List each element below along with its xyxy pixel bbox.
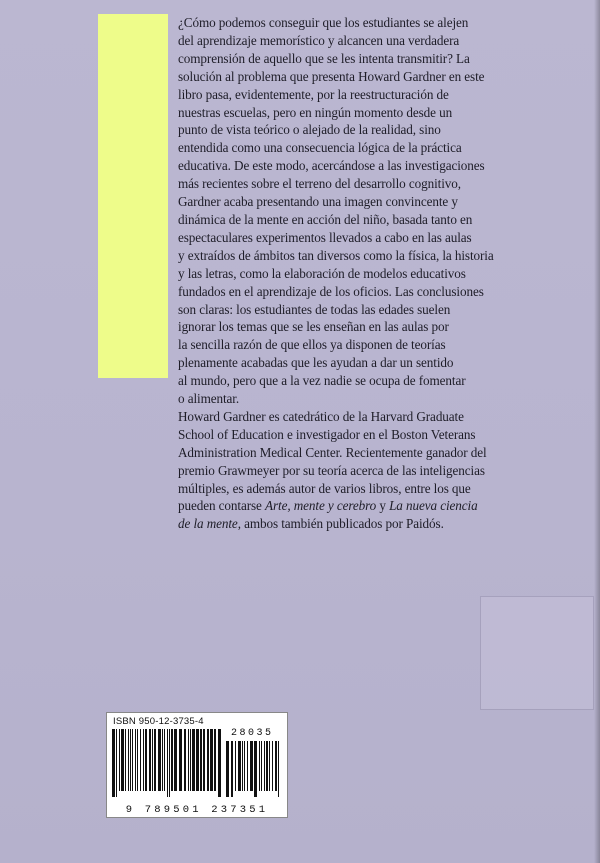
isbn-label: ISBN 950-12-3735-4 [113, 716, 204, 727]
barcode-bar [250, 741, 253, 791]
barcode-bar [132, 729, 133, 791]
blurb-paragraph-summary [178, 14, 550, 408]
blurb-line: solución al problema que presenta Howard Gardner en este [178, 68, 485, 84]
barcode-bar [275, 741, 277, 791]
page-edge-shadow [594, 0, 600, 863]
barcode-bar [116, 729, 117, 797]
blurb-line: al mundo, pero que a la vez nadie se ocupa de fomentar [178, 373, 466, 389]
barcode-bar [152, 729, 153, 791]
barcode-bar [184, 729, 186, 791]
bio-line: premio Grawmeyer por su teoría acerca de las inteligencias [178, 462, 485, 478]
bio-line: múltiples, es además autor de varios libros, entre los que [178, 480, 471, 496]
blurb-line: dinámica de la mente en acción del niño, basada tanto en [178, 211, 473, 227]
barcode-bar [226, 741, 229, 797]
barcode-bar [125, 729, 126, 791]
barcode-bar [247, 741, 248, 791]
blurb-line: comprensión de aquello que se les intenta transmitir? La [178, 50, 470, 66]
barcode-bar [261, 741, 262, 791]
blurb-line: y las letras, como la elaboración de modelos educativos [178, 265, 466, 281]
blurb-line: del aprendizaje memorístico y alcancen una verdadera [178, 32, 460, 48]
barcode-bar [210, 729, 213, 791]
blurb-line: ignorar los temas que se les enseñan en las aulas por [178, 319, 449, 335]
barcode-bar [119, 729, 120, 791]
blurb-line: más recientes sobre el terreno del desarrollo cognitivo, [178, 176, 461, 192]
barcode-addon-bars [225, 741, 281, 797]
blurb-line: libro pasa, evidentemente, por la reestructuración de [178, 86, 449, 102]
barcode-bar [200, 729, 202, 791]
book-title-nueva-ciencia-part2: de la mente [178, 516, 238, 532]
blurb-line: nuestras escuelas, pero en ningún momento desde un [178, 104, 453, 120]
barcode-bar [128, 729, 129, 791]
barcode-bar [203, 729, 205, 791]
barcode-bar [235, 741, 236, 791]
barcode-bars [111, 729, 223, 797]
barcode-bar [143, 729, 144, 791]
bio-line: School of Education e investigador en el Boston Veterans [178, 426, 476, 442]
blurb-line: entendida como una consecuencia lógica de la práctica [178, 140, 462, 156]
book-title-nueva-ciencia-part1: La nueva ciencia [389, 498, 478, 514]
barcode-bar [190, 729, 191, 791]
barcode-bar [196, 729, 199, 791]
barcode-bar [171, 729, 173, 791]
blurb-line: punto de vista teórico o alejado de la realidad, sino [178, 122, 441, 138]
barcode-addon-digits: 28035 [231, 728, 274, 739]
barcode-bar [158, 729, 161, 791]
barcode-bar [179, 729, 182, 791]
barcode-bar [218, 729, 221, 797]
blurb-line: la sencilla razón de que ellos ya disponen de teorías [178, 337, 446, 353]
bio-line-text: y [376, 498, 390, 514]
barcode-digits: 9 789501 237351 [125, 804, 269, 816]
barcode-bar [192, 729, 195, 791]
barcode-bar [174, 729, 177, 791]
barcode-bar [244, 741, 245, 791]
barcode-bar [272, 741, 273, 791]
blurb-line: ¿Cómo podemos conseguir que los estudiantes se alejen [178, 15, 469, 30]
blurb-line: Gardner acaba presentando una imagen convincente y [178, 194, 458, 210]
barcode-bar [145, 729, 147, 791]
barcode-bar [278, 741, 279, 797]
barcode-bar [254, 741, 257, 797]
barcode-bar [112, 729, 115, 797]
barcode-bar [214, 729, 216, 791]
back-cover-blurb [178, 14, 550, 533]
blurb-line: espectaculares experimentos llevados a cabo en las aulas [178, 229, 472, 245]
barcode-bar [121, 729, 124, 791]
barcode-bar [154, 729, 156, 791]
bio-line-text: , ambos también publicados por Paidós. [237, 516, 444, 532]
barcode-bar [231, 741, 233, 797]
barcode-bar [266, 741, 268, 791]
barcode-bar [169, 729, 170, 797]
barcode-bar [259, 741, 260, 791]
barcode-bar [188, 729, 189, 791]
accent-color-block [98, 14, 168, 378]
barcode-bar [130, 729, 131, 791]
bio-line: Howard Gardner es catedrático de la Harvard Graduate [178, 408, 464, 424]
barcode-bar [149, 729, 151, 791]
barcode-bar [135, 729, 136, 791]
barcode-bar [137, 729, 138, 791]
bio-line: Administration Medical Center. Recientemente ganador del [178, 444, 487, 460]
blurb-line: o alimentar. [178, 391, 240, 407]
barcode-bar [162, 729, 163, 791]
blurb-line: son claras: los estudiantes de todas las edades suelen [178, 301, 451, 317]
book-title-arte-mente-cerebro: Arte, mente y cerebro [265, 498, 377, 514]
barcode-bar [167, 729, 168, 797]
price-sticker-residue [480, 596, 594, 710]
barcode-bar [140, 729, 141, 791]
blurb-line: y extraídos de ámbitos tan diversos como la física, la historia [178, 247, 494, 263]
blurb-line: plenamente acabadas que les ayudan a dar un sentido [178, 355, 454, 371]
isbn-barcode [106, 712, 288, 818]
barcode-bar [269, 741, 270, 791]
blurb-line: fundados en el aprendizaje de los oficios. Las conclusiones [178, 283, 484, 299]
barcode-bar [238, 741, 241, 791]
bio-line-text: pueden contarse [178, 498, 266, 514]
barcode-bar [207, 729, 209, 791]
barcode-bar [164, 729, 165, 791]
barcode-bar [264, 741, 265, 791]
blurb-paragraph-author-bio [178, 408, 550, 533]
barcode-bar [242, 741, 243, 791]
blurb-line: educativa. De este modo, acercándose a las investigaciones [178, 158, 485, 174]
